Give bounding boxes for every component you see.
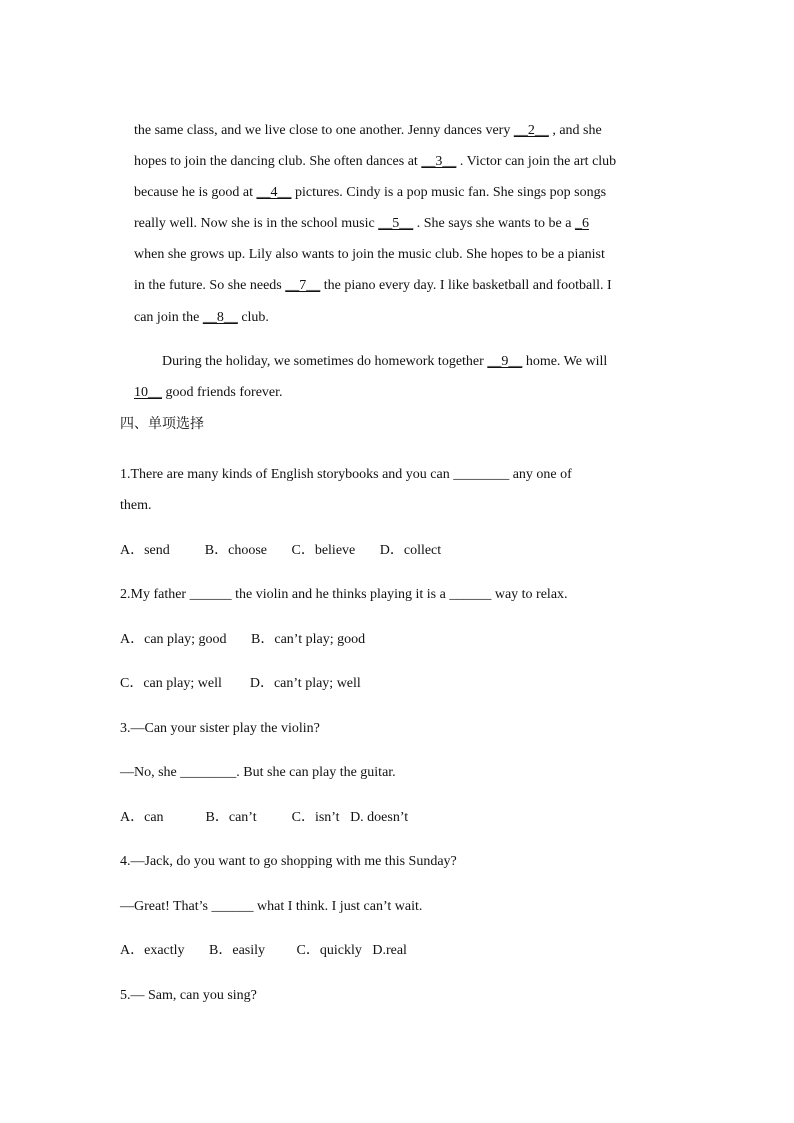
question-1-stem: 1.There are many kinds of English storybooks and you can ________ any one of — [120, 467, 572, 482]
blank-6: _6 — [574, 216, 589, 231]
blank-5: __5__ — [378, 216, 414, 231]
passage-text: can join the — [134, 310, 203, 325]
passage-text: really well. Now she is in the school music — [134, 216, 379, 231]
question-4-answer-line: —Great! That’s ______ what I think. I just can’t wait. — [120, 899, 423, 914]
question-4-stem: 4.—Jack, do you want to go shopping with me this Sunday? — [120, 854, 457, 869]
blank-4: __4__ — [256, 185, 292, 200]
passage-text: home. We will — [522, 354, 608, 369]
question-2-stem: 2.My father ______ the violin and he thinks playing it is a ______ way to relax. — [120, 587, 568, 602]
blank-8: __8__ — [202, 310, 238, 325]
question-3-options: A．can B．can’t C．isn’t D. doesn’t — [120, 810, 409, 825]
question-2-options-ab: A．can play; good B．can’t play; good — [120, 632, 366, 647]
question-1-stem-cont: them. — [120, 498, 152, 513]
passage-text: hopes to join the dancing club. She often dances at — [134, 154, 422, 169]
blank-10: 10__ — [134, 385, 162, 400]
passage-text: the piano every day. I like basketball and football. I — [320, 278, 612, 293]
passage-text: club. — [237, 310, 269, 325]
section-title: 四、单项选择 — [120, 416, 204, 432]
question-3-stem: 3.—Can your sister play the violin? — [120, 721, 320, 736]
passage-text: in the future. So she needs — [134, 278, 286, 293]
question-2-options-cd: C．can play; well D．can’t play; well — [120, 676, 361, 691]
blank-9: __9__ — [487, 354, 523, 369]
question-5-stem: 5.— Sam, can you sing? — [120, 988, 257, 1003]
blank-3: __3__ — [421, 154, 457, 169]
passage-text: the same class, and we live close to one another. Jenny dances very — [134, 123, 514, 138]
passage-line — [120, 366, 283, 420]
question-4-options: A．exactly B．easily C．quickly D.real — [120, 943, 407, 958]
question-1-options: A．send B．choose C．believe D．collect — [120, 543, 442, 558]
passage-text: During the holiday, we sometimes do homework together — [162, 354, 488, 369]
passage-text: because he is good at — [134, 185, 257, 200]
passage-text: pictures. Cindy is a pop music fan. She sings pop songs — [291, 185, 607, 200]
passage-text: when she grows up. Lily also wants to join the music club. She hopes to be a pianist — [134, 247, 605, 262]
passage-text: , and she — [548, 123, 602, 138]
passage-text: . She says she wants to be a — [413, 216, 575, 231]
blank-7: __7__ — [285, 278, 321, 293]
question-3-answer-line: —No, she ________. But she can play the guitar. — [120, 765, 396, 780]
blank-2: __2__ — [513, 123, 549, 138]
passage-text: . Victor can join the art club — [456, 154, 617, 169]
passage-text: good friends forever. — [162, 385, 283, 400]
